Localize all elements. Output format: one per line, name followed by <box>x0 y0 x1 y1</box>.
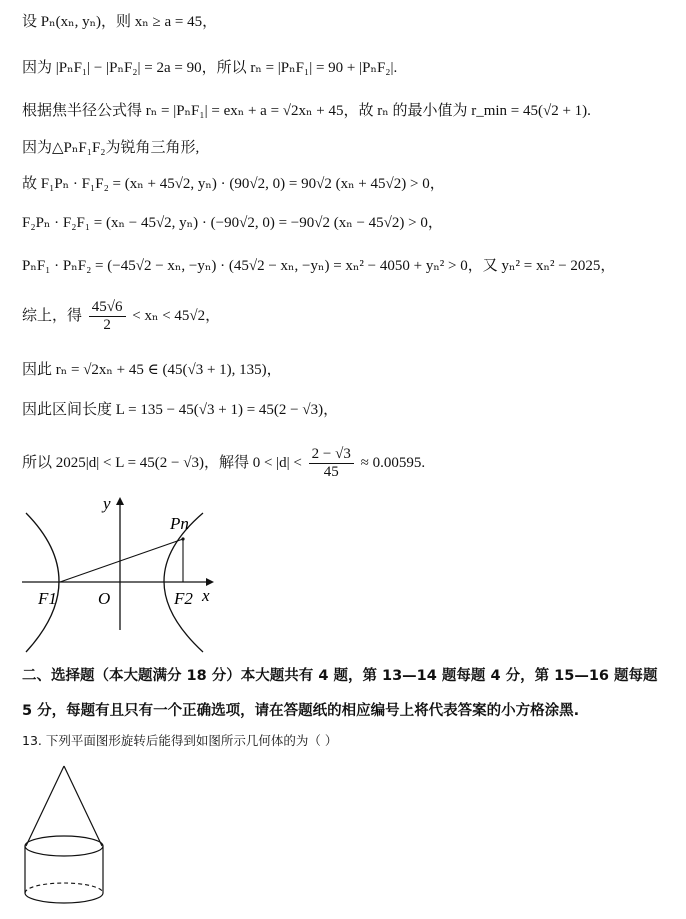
segment-f1-pn <box>60 539 183 582</box>
solution-line-7: PₙF₁ · PₙF₂ = (−45√2 − xₙ, −yₙ) · (45√2 − xₙ, −yₙ) = xₙ² − 4050 + yₙ² > 0，又 yₙ² = xₙ² − 2025， <box>22 258 616 274</box>
solution-line-2: 因为 |PₙF₁| − |PₙF₂| = 2a = 90，所以 rₙ = |PₙF₁| = 90 + |PₙF₂|. <box>22 60 398 76</box>
cylinder-bottom-back <box>25 883 103 893</box>
cylinder-bottom-front <box>25 893 103 903</box>
solution-line-5: 故 F₁Pₙ · F₁F₂ = (xₙ + 45√2, yₙ) · (90√2, 0) = 90√2 (xₙ + 45√2) > 0， <box>22 176 445 192</box>
solution-line-3: 根据焦半径公式得 rₙ = |PₙF₁| = exₙ + a = √2xₙ + 45，故 rₙ 的最小值为 r_min = 45(√2 + 1). <box>22 103 591 119</box>
f2-label: F2 <box>174 589 193 608</box>
solution-line-1: 设 Pₙ(xₙ, yₙ)，则 xₙ ≥ a = 45， <box>22 14 218 30</box>
x-axis-label: x <box>202 586 210 605</box>
question-13: 13. 下列平面图形旋转后能得到如图所示几何体的为（ ） <box>22 733 338 748</box>
hyperbola-right-branch <box>164 513 203 652</box>
line8-suffix: < xₙ < 45√2， <box>132 308 221 324</box>
hyperbola-left-branch <box>26 513 59 652</box>
fraction-denominator: 2 <box>103 317 111 334</box>
solution-line-10: 因此区间长度 L = 135 − 45(√3 + 1) = 45(2 − √3)， <box>22 402 339 418</box>
solution-line-8 <box>22 298 220 334</box>
cylinder-top-ellipse <box>25 836 103 856</box>
solution-line-6: F₂Pₙ · F₂F₁ = (xₙ − 45√2, yₙ) · (−90√2, 0) = −90√2 (xₙ − 45√2) > 0， <box>22 215 443 231</box>
fraction-numerator: 45√6 <box>89 299 126 317</box>
cone-right-edge <box>64 766 102 846</box>
line8-prefix: 综上，得 <box>22 308 83 324</box>
pn-label: Pn <box>170 514 189 533</box>
f1-label: F1 <box>38 589 57 608</box>
fraction-45sqrt6-over-2 <box>89 299 126 334</box>
point-pn <box>181 537 184 540</box>
line11-suffix: ≈ 0.00595. <box>360 455 426 471</box>
y-axis-label: y <box>103 494 111 513</box>
solution-line-9: 因此 rₙ = √2xₙ + 45 ∈ (45(√3 + 1), 135)， <box>22 362 282 378</box>
fraction-numerator: 2 − √3 <box>309 446 354 464</box>
solution-line-4: 因为△PₙF₁F₂为锐角三角形, <box>22 140 200 156</box>
fraction-2-minus-sqrt3-over-45 <box>309 446 354 481</box>
line11-prefix: 所以 2025|d| < L = 45(2 − √3)，解得 0 < |d| < <box>22 455 302 471</box>
y-axis-arrow <box>116 497 124 505</box>
section-2-heading-line-2: 5 分，每题有且只有一个正确选项，请在答题纸的相应编号上将代表答案的小方格涂黑. <box>22 703 580 719</box>
cone-left-edge <box>26 766 64 846</box>
section-2-heading-line-1: 二、选择题（本大题满分 18 分）本大题共有 4 题，第 13—14 题每题 4 分，第 15—16 题每题 <box>22 668 658 684</box>
fraction-denominator: 45 <box>323 464 339 481</box>
solution-line-11 <box>22 445 425 481</box>
origin-label: O <box>98 589 111 608</box>
x-axis-arrow <box>206 578 214 586</box>
